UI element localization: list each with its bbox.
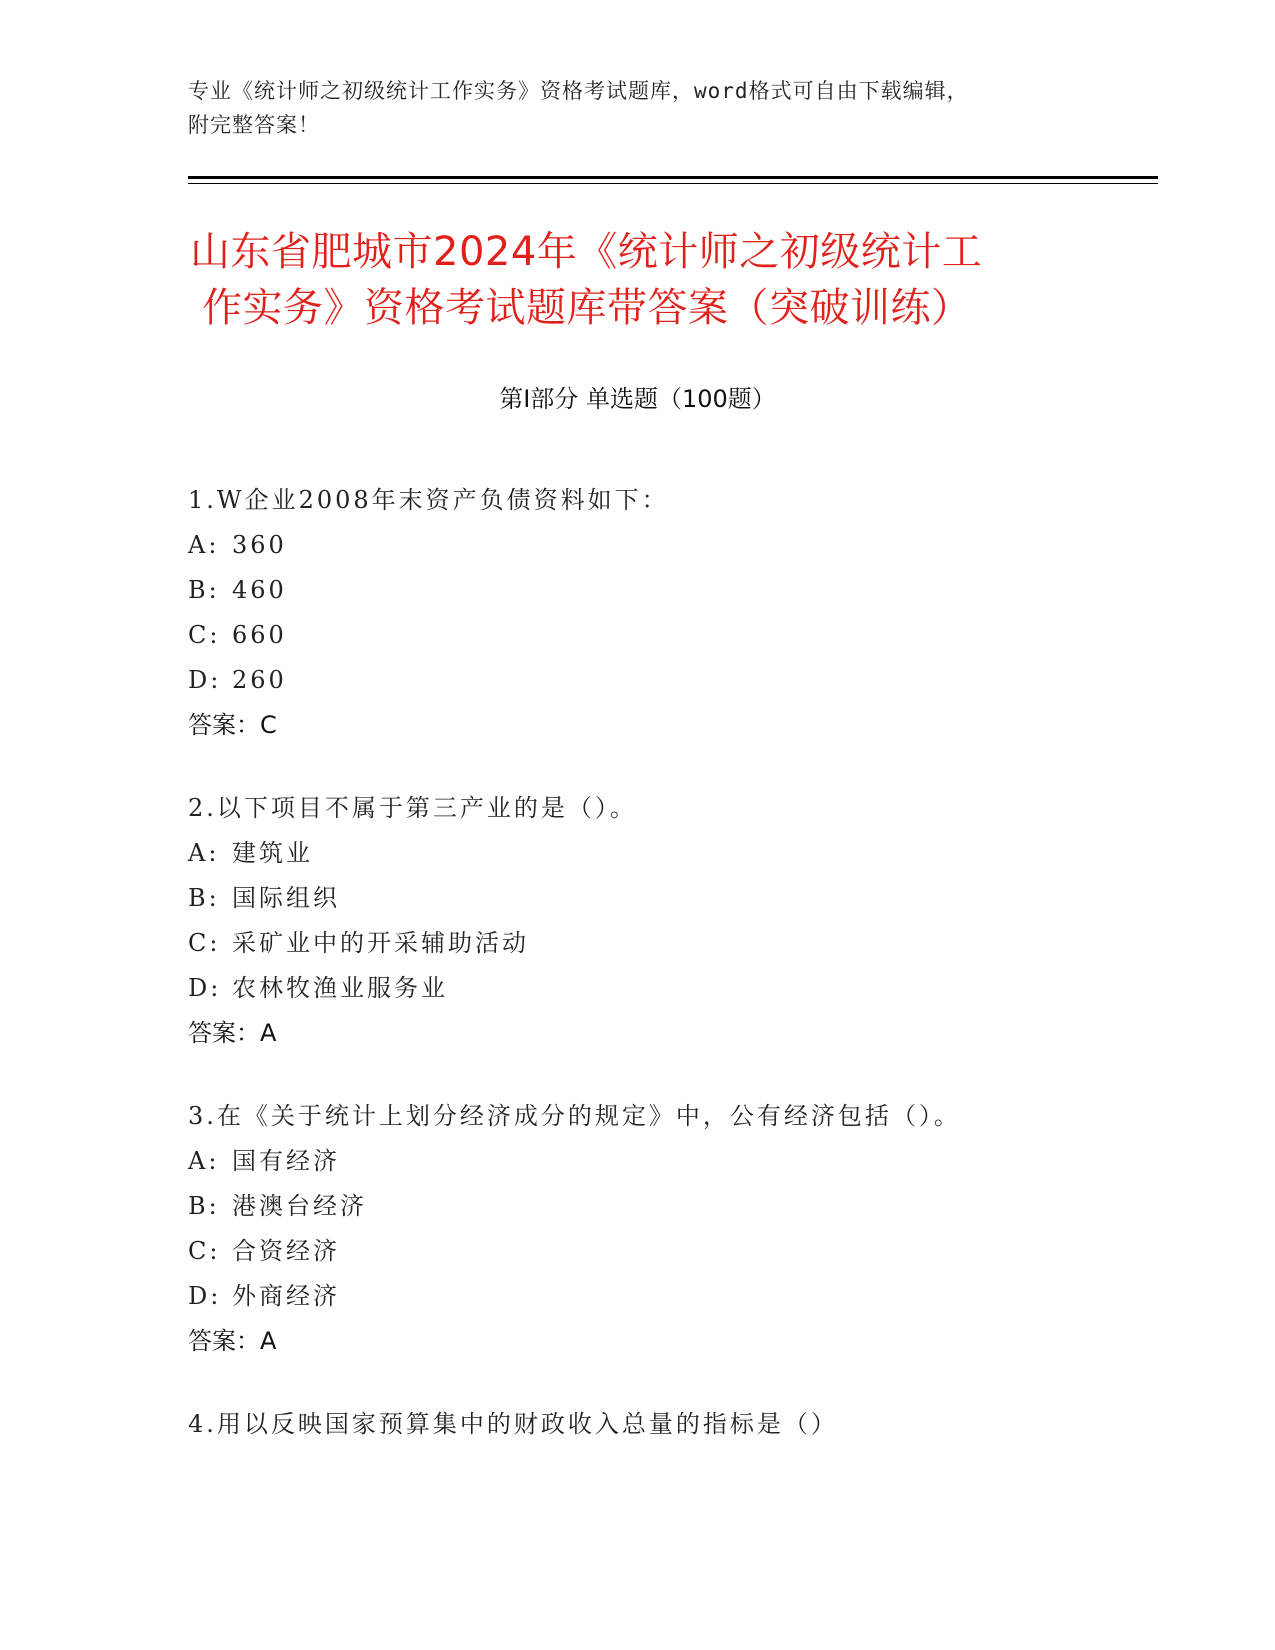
option-text: 建筑业 [232,839,313,867]
option-letter: C: [188,621,221,649]
header-note-line: 专业《统计师之初级统计工作实务》资格考试题库，word格式可自由下载编辑， [188,79,969,103]
option-text: 外商经济 [232,1282,340,1310]
option-d [188,966,1148,1011]
option-a [188,1139,1148,1184]
option-d [188,658,1148,703]
question-1 [188,478,1148,748]
option-letter: C: [188,1237,221,1265]
question-2 [188,786,1148,1056]
option-letter: B: [188,1192,220,1220]
question-stem: 4.用以反映国家预算集中的财政收入总量的指标是（） [188,1410,838,1438]
option-letter: A: [188,531,220,559]
option-b [188,876,1148,921]
option-text: 合资经济 [232,1237,340,1265]
option-c [188,921,1148,966]
answer-line: 答案：A [188,1019,277,1047]
question-stem: 1.W企业2008年末资产负债资料如下： [188,486,669,514]
option-letter: D: [188,666,222,694]
option-letter: D: [188,1282,222,1310]
answer-line: 答案：A [188,1327,277,1355]
option-text: 660 [232,621,287,649]
option-c [188,613,1148,658]
option-text: 460 [232,576,287,604]
option-text: 360 [232,531,287,559]
option-text: 国际组织 [232,884,340,912]
option-a [188,831,1148,876]
option-a [188,523,1148,568]
option-text: 农林牧渔业服务业 [232,974,448,1002]
option-letter: A: [188,839,220,867]
option-letter: A: [188,1147,220,1175]
document-title-line: 山东省肥城市2024年《统计师之初级统计工 [190,229,983,275]
header-note-line: 附完整答案！ [188,113,320,137]
option-c [188,1229,1148,1274]
option-letter: B: [188,884,220,912]
option-text: 采矿业中的开采辅助活动 [232,929,529,957]
option-text: 国有经济 [232,1147,340,1175]
document-title-line: 作实务》资格考试题库带答案（突破训练） [202,285,972,331]
header-divider-thin [188,183,1158,184]
header-divider-thick [188,176,1158,179]
section-title: 第Ⅰ部分 单选题（100题） [499,385,776,413]
document-title [190,224,1090,336]
option-letter: D: [188,974,222,1002]
answer-line: 答案：C [188,711,277,739]
option-letter: B: [188,576,220,604]
option-d [188,1274,1148,1319]
option-text: 港澳台经济 [232,1192,367,1220]
question-stem: 3.在《关于统计上划分经济成分的规定》中，公有经济包括（）。 [188,1102,961,1130]
option-b [188,1184,1148,1229]
option-letter: C: [188,929,221,957]
option-b [188,568,1148,613]
question-4 [188,1402,1148,1447]
question-stem: 2.以下项目不属于第三产业的是（）。 [188,794,637,822]
question-3 [188,1094,1148,1364]
question-list [188,478,1148,1485]
option-text: 260 [232,666,287,694]
header-note [188,74,1068,142]
